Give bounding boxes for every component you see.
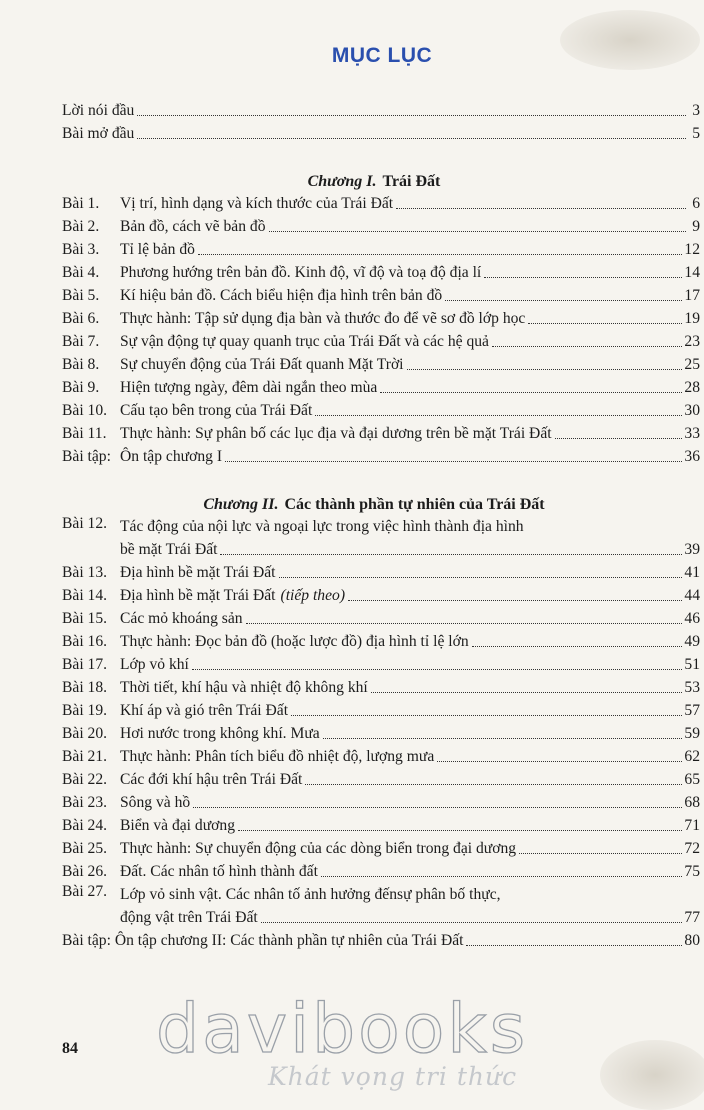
watermark-slogan: Khát vọng tri thức	[268, 1062, 518, 1091]
entry-page: 44	[684, 587, 700, 604]
dot-leader	[192, 668, 683, 670]
toc-entry[interactable]	[62, 329, 700, 352]
dot-leader	[371, 691, 683, 693]
dot-leader	[321, 875, 682, 877]
entry-page: 77	[684, 909, 700, 926]
entry-page: 68	[684, 794, 700, 811]
entry-title: Phương hướng trên bản đồ. Kinh độ, vĩ độ và toạ độ địa lí	[120, 264, 482, 281]
entry-page: 17	[684, 287, 700, 304]
entry-page: 28	[684, 379, 700, 396]
entry-number: Bài 11.	[62, 425, 107, 442]
chapter-2-entries	[62, 560, 700, 882]
toc-entry[interactable]	[62, 698, 700, 721]
dot-leader	[305, 783, 682, 785]
entry-title: Các mỏ khoáng sản	[120, 610, 243, 627]
toc-entry[interactable]	[62, 652, 700, 675]
entry-title: Các đới khí hậu trên Trái Đất	[120, 771, 303, 788]
entry-page: 65	[684, 771, 700, 788]
dot-leader	[269, 230, 687, 232]
entry-number: Bài 5.	[62, 287, 100, 304]
toc-entry[interactable]	[62, 214, 700, 237]
toc-entry-review-2[interactable]	[62, 928, 700, 951]
entry-title: Vị trí, hình dạng và kích thước của Trái Đất	[120, 195, 394, 212]
entry-title: Sự chuyển động của Trái Đất quanh Mặt Trời	[120, 356, 404, 373]
entry-page: 57	[684, 702, 700, 719]
entry-title: Bài tập: Ôn tập chương II: Các thành phần tự nhiên của Trái Đất	[62, 932, 464, 949]
entry-title: Kí hiệu bản đồ. Cách biểu hiện địa hình trên bản đồ	[120, 287, 443, 304]
entry-title: Cấu tạo bên trong của Trái Đất	[120, 402, 313, 419]
entry-page: 71	[684, 817, 700, 834]
chapter-prefix: Chương II.	[203, 496, 279, 513]
dot-leader	[466, 944, 682, 946]
entry-number: Bài 15.	[62, 610, 108, 627]
entry-page: 33	[684, 425, 700, 442]
entry-number: Bài 26.	[62, 863, 108, 880]
dot-leader	[555, 437, 683, 439]
entry-title-line2: bề mặt Trái Đất	[120, 541, 218, 558]
entry-page: 5	[692, 125, 700, 142]
toc-entry[interactable]	[62, 352, 700, 375]
chapter-2-heading	[62, 484, 700, 514]
entry-page: 14	[684, 264, 700, 281]
entry-number: Bài 18.	[62, 679, 108, 696]
entry-title: Thực hành: Sự phân bố các lục địa và đại dương trên bề mặt Trái Đất	[120, 425, 552, 442]
entry-page: 9	[692, 218, 700, 235]
toc-entry[interactable]	[62, 606, 700, 629]
dot-leader	[437, 760, 682, 762]
toc-entry[interactable]	[62, 629, 700, 652]
dot-leader	[528, 322, 682, 324]
entry-page: 80	[684, 932, 700, 949]
dot-leader	[407, 368, 683, 370]
entry-number: Bài 22.	[62, 771, 108, 788]
toc-entry[interactable]	[62, 260, 700, 283]
entry-page: 59	[684, 725, 700, 742]
chapter-title: Trái Đất	[382, 173, 441, 190]
entry-number: Bài 23.	[62, 794, 108, 811]
entry-page: 72	[684, 840, 700, 857]
dot-leader	[445, 299, 682, 301]
entry-title: Bản đồ, cách vẽ bản đồ	[120, 218, 266, 235]
toc-entry-lesson-27[interactable]	[62, 882, 700, 928]
toc-entry[interactable]	[62, 767, 700, 790]
entry-page: 46	[684, 610, 700, 627]
entry-title: Địa hình bề mặt Trái Đất	[120, 564, 276, 581]
toc-entry[interactable]	[62, 583, 700, 606]
dot-leader	[315, 414, 682, 416]
page-title: MỤC LỤC	[331, 44, 433, 67]
toc-entry[interactable]	[62, 444, 700, 467]
entry-page: 51	[684, 656, 700, 673]
dot-leader	[492, 345, 682, 347]
entry-number: Bài 25.	[62, 840, 108, 857]
dot-leader	[198, 253, 682, 255]
entry-number: Bài 9.	[62, 379, 100, 396]
table-of-contents	[62, 98, 700, 951]
entry-title: Lời nói đầu	[62, 102, 135, 119]
entry-number: Bài 19.	[62, 702, 108, 719]
entry-title: Bài mở đầu	[62, 125, 135, 142]
entry-title: Đất. Các nhân tố hình thành đất	[120, 863, 318, 880]
entry-number: Bài 24.	[62, 817, 108, 834]
toc-entry[interactable]	[62, 859, 700, 882]
dot-leader	[279, 576, 683, 578]
toc-entry-preface[interactable]	[62, 98, 700, 121]
entry-title-line1: Lớp vỏ sinh vật. Các nhân tố ảnh hưởng đếnsự phân bố thực,	[120, 886, 501, 903]
entry-page: 23	[684, 333, 700, 350]
entry-title-suffix: (tiếp theo)	[280, 587, 346, 604]
entry-title: Thực hành: Tập sử dụng địa bàn và thước đo để vẽ sơ đồ lớp học	[120, 310, 526, 327]
entry-title: Thực hành: Đọc bản đồ (hoặc lược đồ) địa hình tỉ lệ lớn	[120, 633, 469, 650]
entry-number: Bài 8.	[62, 356, 100, 373]
dot-leader	[220, 553, 682, 555]
entry-page: 19	[684, 310, 700, 327]
dot-leader	[484, 276, 682, 278]
dot-leader	[137, 114, 686, 116]
entry-title: Thực hành: Sự chuyển động của các dòng biển trong đại dương	[120, 840, 517, 857]
entry-number: Bài tập:	[62, 448, 111, 465]
dot-leader	[380, 391, 682, 393]
chapter-1-entries	[62, 191, 700, 467]
toc-entry-lesson-12[interactable]	[62, 514, 700, 560]
watermark-logo: davibooks	[156, 990, 529, 1069]
entry-page: 36	[684, 448, 700, 465]
entry-title: Thực hành: Phân tích biểu đồ nhiệt độ, lượng mưa	[120, 748, 435, 765]
toc-entry[interactable]	[62, 191, 700, 214]
toc-entry[interactable]	[62, 744, 700, 767]
entry-number: Bài 7.	[62, 333, 100, 350]
toc-entry[interactable]	[62, 237, 700, 260]
entry-page: 53	[684, 679, 700, 696]
entry-page: 49	[684, 633, 700, 650]
dot-leader	[246, 622, 683, 624]
entry-number: Bài 13.	[62, 564, 108, 581]
chapter-1-heading	[62, 161, 700, 191]
entry-title: Khí áp và gió trên Trái Đất	[120, 702, 289, 719]
entry-page: 39	[684, 541, 700, 558]
page-number: 84	[62, 1040, 78, 1057]
toc-entry[interactable]	[62, 560, 700, 583]
entry-title: Thời tiết, khí hậu và nhiệt độ không khí	[120, 679, 368, 696]
dot-leader	[225, 460, 682, 462]
dot-leader	[472, 645, 683, 647]
entry-number: Bài 20.	[62, 725, 108, 742]
entry-number: Bài 2.	[62, 218, 100, 235]
entry-page: 12	[684, 241, 700, 258]
entry-page: 30	[684, 402, 700, 419]
dot-leader	[323, 737, 683, 739]
toc-entry[interactable]	[62, 813, 700, 836]
entry-page: 75	[684, 863, 700, 880]
chapter-prefix: Chương I.	[307, 173, 377, 190]
toc-entry[interactable]	[62, 283, 700, 306]
entry-number: Bài 17.	[62, 656, 108, 673]
entry-title-line2: động vật trên Trái Đất	[120, 909, 258, 926]
entry-title: Biển và đại dương	[120, 817, 236, 834]
entry-page: 3	[692, 102, 700, 119]
dot-leader	[193, 806, 682, 808]
entry-title: Hơi nước trong không khí. Mưa	[120, 725, 320, 742]
toc-entry[interactable]	[62, 790, 700, 813]
entry-number: Bài 6.	[62, 310, 100, 327]
entry-number: Bài 10.	[62, 402, 108, 419]
toc-entry[interactable]	[62, 306, 700, 329]
entry-title: Hiện tượng ngày, đêm dài ngắn theo mùa	[120, 379, 378, 396]
dot-leader	[519, 852, 682, 854]
entry-number: Bài 21.	[62, 748, 108, 765]
dot-leader	[261, 921, 683, 923]
dot-leader	[348, 599, 682, 601]
toc-entry-intro[interactable]	[62, 121, 700, 144]
entry-number: Bài 1.	[62, 195, 100, 212]
toc-entry[interactable]	[62, 375, 700, 398]
chapter-title: Các thành phần tự nhiên của Trái Đất	[284, 496, 545, 513]
entry-number: Bài 3.	[62, 241, 100, 258]
paper-stain	[600, 1040, 704, 1110]
entry-title: Ôn tập chương I	[120, 448, 223, 465]
toc-entry[interactable]	[62, 675, 700, 698]
dot-leader	[291, 714, 682, 716]
entry-title: Sông và hồ	[120, 794, 191, 811]
entry-title: Sự vận động tự quay quanh trục của Trái Đất và các hệ quả	[120, 333, 489, 350]
toc-entry[interactable]	[62, 398, 700, 421]
entry-title-line1: Tác động của nội lực và ngoại lực trong việc hình thành địa hình	[120, 518, 524, 535]
entry-page: 25	[684, 356, 700, 373]
entry-title: Địa hình bề mặt Trái Đất	[120, 587, 276, 604]
entry-number: Bài 27.	[62, 883, 108, 900]
toc-entry[interactable]	[62, 836, 700, 859]
dot-leader	[396, 207, 686, 209]
toc-entry[interactable]	[62, 421, 700, 444]
toc-entry[interactable]	[62, 721, 700, 744]
dot-leader	[238, 829, 682, 831]
entry-page: 62	[684, 748, 700, 765]
entry-title: Lớp vỏ khí	[120, 656, 189, 673]
entry-number: Bài 16.	[62, 633, 108, 650]
entry-page: 41	[684, 564, 700, 581]
dot-leader	[137, 137, 686, 139]
entry-number: Bài 4.	[62, 264, 100, 281]
entry-number: Bài 14.	[62, 587, 108, 604]
entry-number: Bài 12.	[62, 515, 108, 532]
entry-title: Tỉ lệ bản đồ	[120, 241, 195, 258]
entry-page: 6	[692, 195, 700, 212]
